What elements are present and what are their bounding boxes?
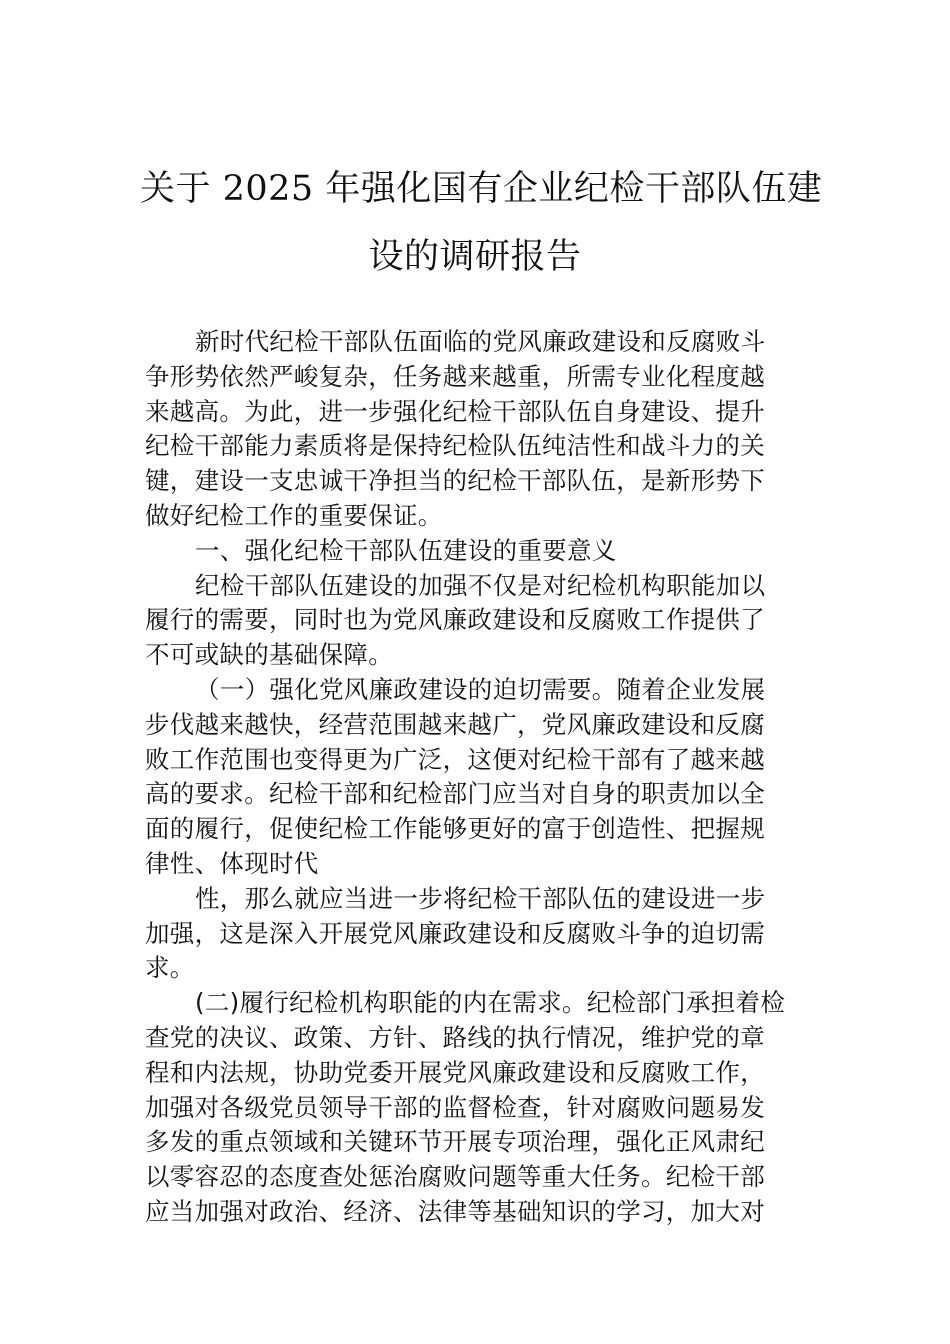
body-text-line: 加强，这是深入开展党风廉政建设和反腐败斗争的迫切需	[145, 918, 765, 948]
body-text-line: 败工作范围也变得更为广泛，这便对纪检干部有了越来越	[145, 744, 765, 774]
body-text-line: 求。	[145, 953, 195, 983]
body-text-line: （一）强化党风廉政建设的迫切需要。随着企业发展	[195, 674, 766, 704]
body-text-line: 面的履行，促使纪检工作能够更好的富于创造性、把握规	[145, 814, 765, 844]
body-text-line: 高的要求。纪检干部和纪检部门应当对自身的职责加以全	[145, 779, 765, 809]
body-text-line: 来越高。为此，进一步强化纪检干部队伍自身建设、提升	[145, 396, 765, 426]
body-text-line: 多发的重点领域和关键环节开展专项治理，强化正风肃纪	[145, 1127, 765, 1157]
body-text-line: 键，建设一支忠诚干净担当的纪检干部队伍，是新形势下	[145, 466, 765, 496]
document-title-line-2: 设的调研报告	[368, 237, 582, 277]
body-text-line: 不可或缺的基础保障。	[145, 640, 393, 670]
body-text-line: 履行的需要，同时也为党风廉政建设和反腐败工作提供了	[145, 605, 765, 635]
body-text-line: 应当加强对政治、经济、法律等基础知识的学习，加大对	[145, 1196, 765, 1226]
body-text-line: 纪检干部能力素质将是保持纪检队伍纯洁性和战斗力的关	[145, 431, 765, 461]
document-title-line-1: 关于 2025 年强化国有企业纪检干部队伍建	[140, 169, 823, 209]
document-body	[145, 325, 815, 1230]
body-text-line: 性，那么就应当进一步将纪检干部队伍的建设进一步	[195, 883, 766, 913]
body-text-line: 新时代纪检干部队伍面临的党风廉政建设和反腐败斗	[195, 327, 766, 356]
body-text-line: 做好纪检工作的重要保证。	[145, 500, 443, 530]
body-text-line: 查党的决议、政策、方针、路线的执行情况，维护党的章	[145, 1022, 765, 1052]
body-text-line: 纪检干部队伍建设的加强不仅是对纪检机构职能加以	[195, 570, 766, 600]
body-text-line: 加强对各级党员领导干部的监督检查，针对腐败问题易发	[145, 1092, 765, 1122]
body-text-line: 以零容忍的态度查处惩治腐败问题等重大任务。纪检干部	[145, 1162, 765, 1192]
body-text-line: 程和内法规，协助党委开展党风廉政建设和反腐败工作，	[145, 1057, 765, 1087]
body-text-line: 争形势依然严峻复杂，任务越来越重，所需专业化程度越	[145, 361, 765, 391]
body-text-line: 一、强化纪检干部队伍建设的重要意义	[195, 535, 617, 565]
body-text-line: 步伐越来越快，经营范围越来越广，党风廉政建设和反腐	[145, 709, 765, 739]
body-text-line: (二)履行纪检机构职能的内在需求。纪检部门承担着检	[195, 988, 786, 1018]
body-text-line: 律性、体现时代	[145, 848, 319, 878]
